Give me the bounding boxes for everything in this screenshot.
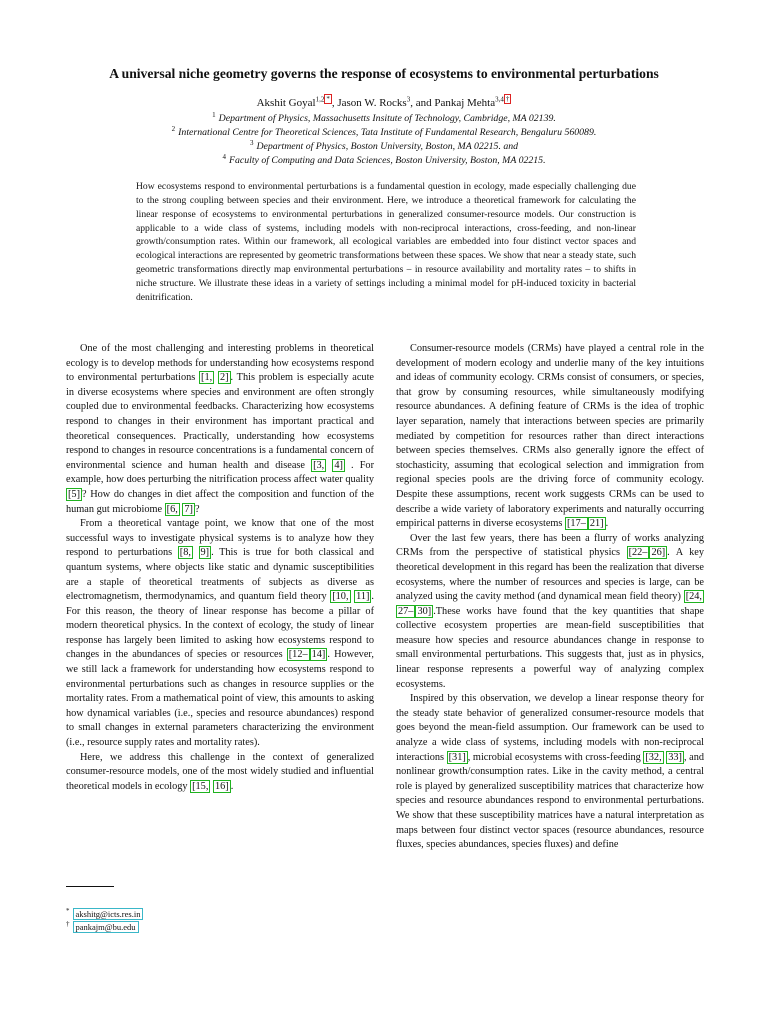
body-text: , and nonlinear growth/consumption rates. Like in the cavity method, a central role is played by generalized susceptibility matrices that characterize how species and resource abundances respond to environmental perturbations. We show that these susceptibility matrices have a natural interpretation as maps between four distinct vector spaces (resource abundances, resource fluxes, species abundances, species fluxes) and define — [396, 751, 704, 851]
citation-link[interactable]: 27– — [398, 605, 414, 617]
citation-link[interactable]: [5] — [68, 488, 81, 500]
body-text: . This problem is especially acute in diverse ecosystems where species and environment are often strongly coupled due to environmental feedbacks. Characterizing how ecosystems respond to changes in their environment has important practical and theoretical consequences. Practically, understanding how ecosystems respond to changes in resource concentrations is a fundamental concern of environmental science and human health and disease — [66, 372, 374, 471]
body-text: . For this reason, the theory of linear response has become a pillar of modern theoretical physics. In the context of ecology, the study of linear response has largely been limited to asking how ecosystems respond to changes in the abundances of species or resources — [66, 591, 374, 661]
email-link[interactable]: akshitg@icts.res.in — [73, 908, 144, 920]
affiliation-number: 3 — [249, 138, 254, 147]
citation-link[interactable]: [31] — [448, 751, 466, 763]
footnote — [66, 921, 139, 933]
affiliation — [40, 154, 728, 168]
citation-link[interactable]: 16] — [215, 780, 229, 792]
body-paragraph — [396, 692, 704, 853]
citation-link[interactable]: 30] — [417, 605, 432, 617]
body-text: Here, we address this challenge in the context of generalized consumer-resource models, one of the most widely studied and influential theoretical models in ecology — [66, 751, 374, 792]
body-text — [193, 547, 199, 558]
citation-link[interactable]: [8, — [179, 547, 191, 559]
body-text: ? — [194, 503, 200, 515]
author-name: and Pankaj Mehta — [415, 97, 496, 109]
body-text: ? How do changes in diet affect the composition and function of the human gut microbiome — [66, 488, 374, 515]
affiliation-number: 1 — [212, 110, 216, 119]
author-line: Akshit Goyal$^{1,2}$ * , Jason W. Rocks$^3$, and Pankaj Mehta$^{3,4}$ † — [256, 95, 510, 109]
footnote-link[interactable]: † — [505, 95, 510, 104]
body-paragraph — [396, 342, 704, 532]
author-name: Akshit Goyal — [256, 97, 316, 109]
citation-link[interactable]: 14] — [311, 649, 326, 661]
author-superscript: 1,2 — [315, 95, 325, 104]
affiliation — [40, 126, 728, 140]
body-text: . — [605, 518, 609, 530]
citation-link[interactable]: [24, — [685, 591, 702, 603]
citation-link[interactable]: 21] — [589, 518, 604, 530]
body-text: Over the last few years, there has been a flurry of works analyzing CRMs from the perspective of statistical physics — [396, 532, 704, 559]
body-text: . A key theoretical development in this regard has been the realization that diverse ecosystems, where the number of resources and species is large, can be analyzed using the cavity method (and dynamical mean field theory) — [396, 547, 705, 603]
citation-link[interactable]: [10, — [332, 591, 349, 603]
citation-link[interactable]: 26] — [651, 547, 666, 559]
citation-link[interactable]: [6, — [166, 503, 178, 515]
citation-link[interactable]: 2] — [219, 372, 229, 384]
body-text: Consumer-resource models (CRMs) have played a central role in the development of modern ecology and underlie many of the key intuitions and ideas of community ecology. CRMs consist of consumers, or species, that grow by consuming resources, while simultaneously modifying resource abundances. A defining feature of CRMs is the idea of trophic layer separation, namely that interactions between species are primarily mediated by competition for resources rather than direct interactions between species themselves. CRMs also generally ignore the effect of stochasticity, assuming that ecological selection and immigration from regional species pools are the driving force of community ecology. Despite these assumptions, recent work suggests CRMs can be used to describe a wide variety of laboratory experiments and naturally occurring empirical patterns in diverse ecosystems — [396, 343, 704, 530]
affiliation-text: Department of Physics, Boston University, Boston, MA 02215. and — [256, 141, 519, 152]
affiliation-number: 4 — [222, 152, 226, 161]
citation-link[interactable]: [32, — [645, 751, 662, 763]
body-text: .These works have found that the key quantities that shape collective ecosystem properties are mean-field susceptibilities that measure how species and resource abundances change in response to small environmental perturbations. This suggests that, just as in physics, linear response represents a powerful way of analyzing complex ecosystems. — [396, 605, 704, 690]
body-paragraph — [396, 532, 704, 693]
body-text: . For example, how does perturbing the nitrification process affect water quality — [66, 459, 375, 486]
body-text: . However, we still lack a framework for understanding how ecosystems respond to environmental perturbations such as changes in resource supplies or the mortality rates. From a mathematical point of view, this amounts to asking how dynamical variables (i.e., species and resource abundances) respond to small changes in external parameters characterizing the environment (i.e., resource supply rates and mortality rates). — [66, 649, 374, 749]
affiliation — [40, 112, 728, 126]
citation-link[interactable]: [17– — [567, 518, 586, 530]
body-text: . — [230, 780, 234, 792]
author-superscript: 3 — [406, 95, 411, 104]
email-link[interactable]: pankajm@bu.edu — [73, 921, 139, 933]
citation-link[interactable]: 4] — [334, 459, 343, 471]
citation-link[interactable]: 7] — [184, 503, 193, 515]
affiliation — [40, 140, 728, 154]
body-paragraph — [66, 342, 374, 517]
paper-title: A universal niche geometry governs the response of ecosystems to environmental perturbations — [109, 66, 659, 81]
citation-link[interactable]: [12– — [288, 649, 308, 661]
author-superscript: 3,4 — [495, 95, 504, 104]
footnote-marker: * — [66, 907, 70, 916]
footnote — [66, 908, 143, 920]
footnote-marker: † — [66, 920, 70, 929]
footnote-divider — [66, 886, 114, 887]
affiliation-text: International Centre for Theoretical Sciences, Tata Institute of Fundamental Research, Bengaluru 560089. — [178, 127, 597, 138]
body-text: . This is true for both classical and quantum systems, where objects like static and dynamic susceptibilities are a staple of theoretical treatments of subjects as diverse as electromagnetism, thermodynamics, and quantum field theory — [66, 547, 374, 603]
right-column — [396, 342, 704, 853]
body-text: From a theoretical vantage point, we know that one of the most successful ways to investigate physical systems is to analyze how they respond to perturbations — [66, 518, 374, 559]
affiliation-text: Faculty of Computing and Data Sciences, Boston University, Boston, MA 02215. — [228, 155, 546, 166]
body-paragraph — [66, 751, 374, 795]
affiliation-number: 2 — [171, 124, 176, 133]
affiliation-text: Department of Physics, Massachusetts Insitute of Technology, Cambridge, MA 02139. — [218, 113, 556, 124]
citation-link[interactable]: 11] — [356, 591, 370, 603]
body-text: One of the most challenging and interesting problems in theoretical ecology is to develop methods for understanding how ecosystems respond to environmental perturbations — [66, 343, 374, 384]
citation-link[interactable]: [3, — [313, 459, 325, 471]
footnote-link[interactable]: * — [326, 95, 330, 104]
citation-link[interactable]: [22– — [628, 547, 648, 559]
citation-link[interactable]: [15, — [192, 780, 209, 792]
abstract: How ecosystems respond to environmental perturbations is a fundamental question in ecology, made especially challenging due to the strong coupling between species and their environment. Here, we introduce a theoretical framework for calculating the linear response of ecosystems to environmental perturbations in generalized consumer-resource models. Our construction is applicable to a wide class of systems, including models with non-reciprocal interactions, cross-feeding, and non-linear growth/consumption rates. Within our framework, all ecological variables are embedded into four distinct vector spaces and ecological interactions are represented by geometric transformations between these spaces. We show that near a steady state, such geometric transformations directly map environmental perturbations – in resource availability and mortality rates – to shifts in niche structure. We illustrate these ideas in a variety of settings including a minimal model for pH-induced toxicity in bacterial denitrification. — [136, 181, 636, 303]
body-text: , microbial ecosystems with cross-feeding — [467, 751, 644, 763]
left-column — [66, 342, 374, 794]
citation-link[interactable]: 33] — [668, 751, 682, 763]
body-text: Inspired by this observation, we develop a linear response theory for the steady state behavior of generalized consumer-resource models that goes beyond the mean-field assumption. Our framework can be used to analyze a wide class of systems, including models with non-reciprocal interactions — [396, 693, 704, 763]
citation-link[interactable]: 9] — [200, 547, 210, 559]
author-name: Jason W. Rocks — [337, 97, 407, 109]
body-paragraph — [66, 517, 374, 751]
citation-link[interactable]: [1, — [201, 372, 213, 384]
